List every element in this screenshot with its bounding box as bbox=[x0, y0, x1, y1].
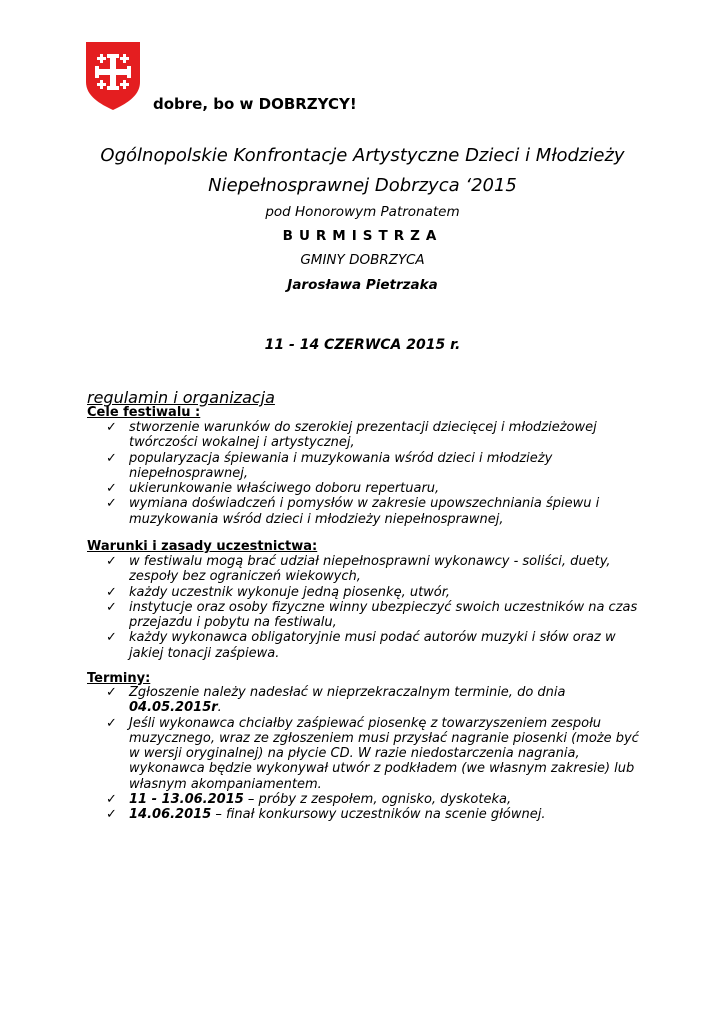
checkmark-icon: ✓ bbox=[106, 481, 117, 497]
checkmark-icon: ✓ bbox=[106, 420, 117, 435]
deadlines-heading: Terminy: bbox=[87, 671, 151, 686]
slogan: dobre, bo w DOBRZYCY! bbox=[153, 95, 357, 113]
municipality-name: GMINY DOBRZYCA bbox=[300, 252, 425, 268]
list-item: ✓ stworzenie warunków do szerokiej prezentacji dziecięcej i młodzieżowej twórczości wokalnej i artystycznej, bbox=[106, 420, 597, 451]
checkmark-icon: ✓ bbox=[106, 792, 117, 808]
checkmark-icon: ✓ bbox=[106, 599, 117, 615]
deadlines-list bbox=[106, 685, 646, 823]
event-dates: 11 - 14 CZERWCA 2015 r. bbox=[264, 337, 461, 353]
checkmark-icon: ✓ bbox=[106, 715, 117, 731]
conditions-heading: Warunki i zasady uczestnictwa: bbox=[87, 539, 318, 554]
title-line-2: Niepełnosprawnej Dobrzyca ‘2015 bbox=[208, 175, 517, 196]
list-item: ✓ Zgłoszenie należy nadesłać w nieprzekraczalnym terminie, do dnia 04.05.2015r. bbox=[106, 685, 566, 716]
final-date: 14.06.2015 bbox=[129, 807, 212, 823]
list-item: ✓ 11 - 13.06.2015 – próby z zespołem, ognisko, dyskoteka, bbox=[106, 792, 512, 808]
checkmark-icon: ✓ bbox=[106, 554, 117, 569]
regulations-title: regulamin i organizacja bbox=[87, 388, 275, 407]
list-item: ✓ popularyzacja śpiewania i muzykowania wśród dzieci i młodzieży niepełnosprawnej, bbox=[106, 450, 553, 481]
rehearsal-dates: 11 - 13.06.2015 bbox=[129, 792, 244, 808]
checkmark-icon: ✓ bbox=[106, 630, 117, 646]
mayor-title: BURMISTRZA bbox=[282, 228, 443, 244]
checkmark-icon: ✓ bbox=[106, 450, 117, 466]
deadline-date: 04.05.2015r bbox=[129, 700, 218, 716]
checkmark-icon: ✓ bbox=[106, 807, 117, 823]
goals-heading: Cele festiwalu : bbox=[87, 405, 201, 420]
patronage-text: pod Honorowym Patronatem bbox=[265, 204, 460, 220]
list-item: ✓ wymiana doświadczeń i pomysłów w zakresie upowszechniania śpiewu i muzykowania wśród dzieci i młodzieży niepełnosprawnej, bbox=[106, 496, 600, 527]
list-item: ✓ instytucje oraz osoby fizyczne winny ubezpieczyć swoich uczestników na czas przejazdu i pobytu na festiwalu, bbox=[106, 599, 638, 631]
conditions-list bbox=[106, 554, 646, 661]
list-item: ✓ w festiwalu mogą brać udział niepełnosprawni wykonawcy - soliści, duety, zespoły bez ograniczeń wiekowych, bbox=[106, 554, 611, 585]
list-item: ✓ każdy uczestnik wykonuje jedną piosenkę, utwór, bbox=[106, 584, 451, 600]
list-item: ✓ każdy wykonawca obligatoryjnie musi podać autorów muzyki i słów oraz w jakiej tonacji zaśpiewa. bbox=[106, 630, 616, 661]
dobrzyca-coat-of-arms-icon bbox=[86, 42, 140, 110]
checkmark-icon: ✓ bbox=[106, 496, 117, 512]
goals-list bbox=[106, 420, 646, 527]
title-line-1: Ogólnopolskie Konfrontacje Artystyczne Dzieci i Młodzieży bbox=[100, 145, 625, 166]
mayor-name: Jarosława Pietrzaka bbox=[287, 277, 438, 293]
list-item: ✓ 14.06.2015 – finał konkursowy uczestników na scenie głównej. bbox=[106, 807, 546, 823]
checkmark-icon: ✓ bbox=[106, 685, 117, 700]
list-item: ✓ Jeśli wykonawca chciałby zaśpiewać piosenkę z towarzyszeniem zespołu muzycznego, wraz ze zgłoszeniem musi przysłać nagranie piosenki (może być w wersji oryginalnej) na płycie CD. W razie niedostarczenia nagrania, wykonawca będzie wykonywał utwór z podkładem (we własnym zakresie) lub własnym akompaniamentem. bbox=[106, 715, 639, 792]
checkmark-icon: ✓ bbox=[106, 584, 117, 600]
list-item: ✓ ukierunkowanie właściwego doboru repertuaru, bbox=[106, 481, 440, 497]
